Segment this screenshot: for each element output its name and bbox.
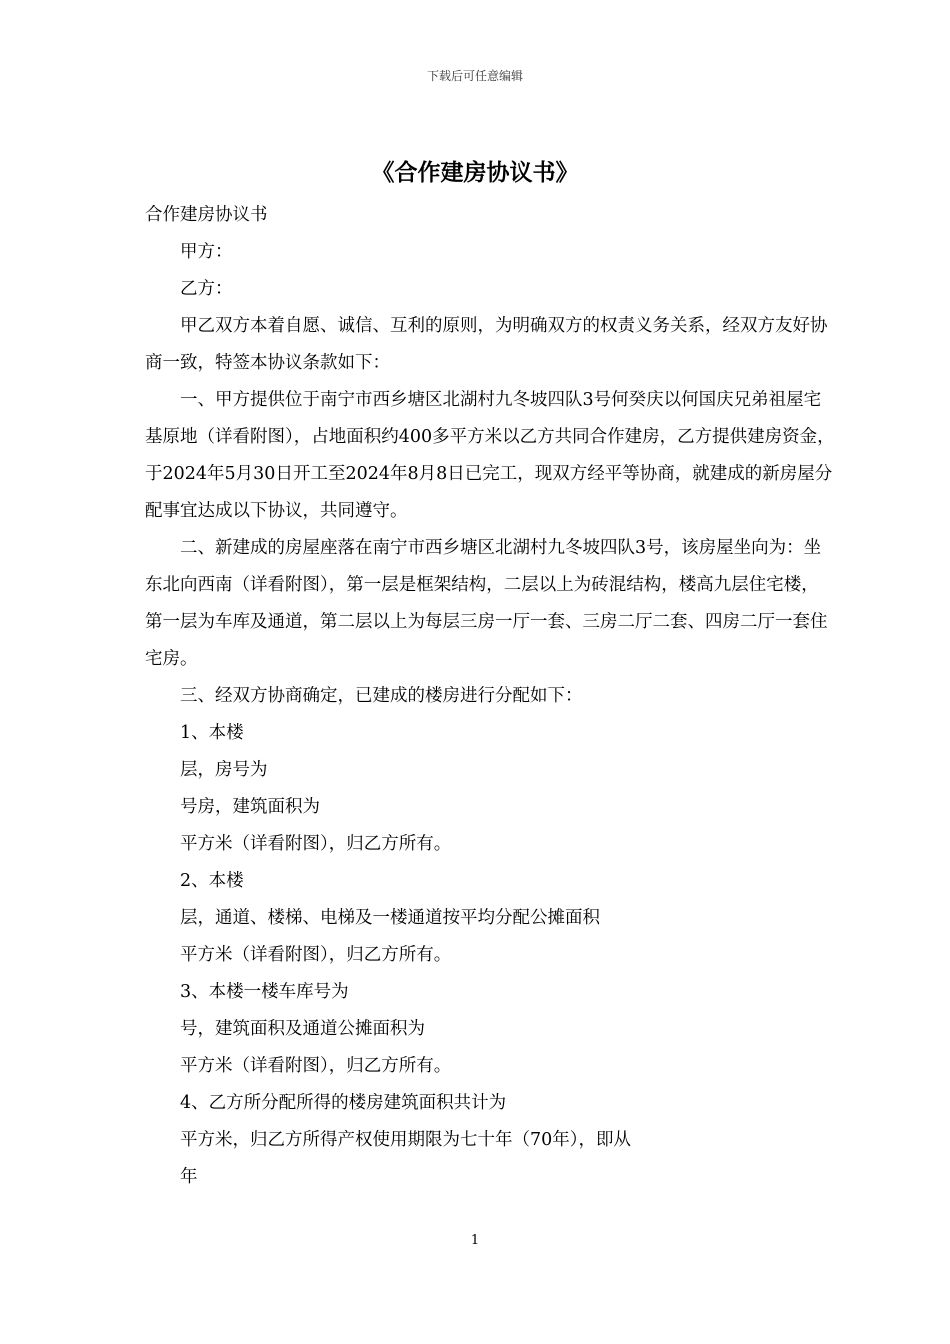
item-3-garage: 3、本楼一楼车库号为: [180, 982, 349, 1002]
item-4-total-area: 4、乙方所分配所得的楼房建筑面积共计为: [180, 1093, 507, 1113]
item-2-ownership: 平方米（详看附图），归乙方所有。: [180, 945, 452, 965]
clause-3-paragraph: 三、经双方协商确定，已建成的楼房进行分配如下：: [180, 686, 583, 706]
page-number: 1: [470, 1233, 480, 1248]
clause-1-paragraph: 一、甲方提供位于南宁市西乡塘区北湖村九冬坡四队3号何癸庆以何国庆兄弟祖屋宅基原地（详看附图），占地面积约400多平方米以乙方共同合作建房，乙方提供建房资金，于2024年5月30日开工至2024年8月8日已完工，现双方经平等协商，就建成的新房屋分配事宜达成以下协议，共同遵守。: [145, 390, 835, 521]
item-1-ownership: 平方米（详看附图），归乙方所有。: [180, 834, 452, 854]
item-1-area: 号房，建筑面积为: [180, 797, 320, 817]
item-4-term: 平方米，归乙方所得产权使用期限为七十年（70年），即从: [180, 1130, 632, 1150]
item-3-ownership: 平方米（详看附图），归乙方所有。: [180, 1056, 452, 1076]
document-body: [145, 197, 835, 1196]
header-note: 下载后可任意编辑: [426, 69, 523, 83]
item-4-year: 年: [180, 1167, 198, 1187]
item-3-area: 号，建筑面积及通道公摊面积为: [180, 1019, 425, 1039]
item-1-floor: 1、本楼: [180, 723, 244, 743]
clause-2-paragraph: 二、新建成的房屋座落在南宁市西乡塘区北湖村九冬坡四队3号，该房屋坐向为：坐东北向西南（详看附图），第一层是框架结构，二层以上为砖混结构，楼高九层住宅楼，第一层为车库及通道，第二层以上为每层三房一厅一套、三房二厅二套、四房二厅一套住宅房。: [145, 538, 828, 669]
party-b-line: 乙方：: [180, 279, 233, 299]
body-heading: 合作建房协议书: [145, 205, 268, 225]
party-a-line: 甲方：: [180, 242, 233, 262]
document-title: 《合作建房协议书》: [371, 160, 579, 186]
item-2-floor: 2、本楼: [180, 871, 244, 891]
item-2-shared-area: 层，通道、楼梯、电梯及一楼通道按平均分配公摊面积: [180, 908, 600, 928]
item-1-room: 层，房号为: [180, 760, 268, 780]
preamble-paragraph: 甲乙双方本着自愿、诚信、互利的原则，为明确双方的权责义务关系，经双方友好协商一致，特签本协议条款如下：: [145, 316, 828, 373]
